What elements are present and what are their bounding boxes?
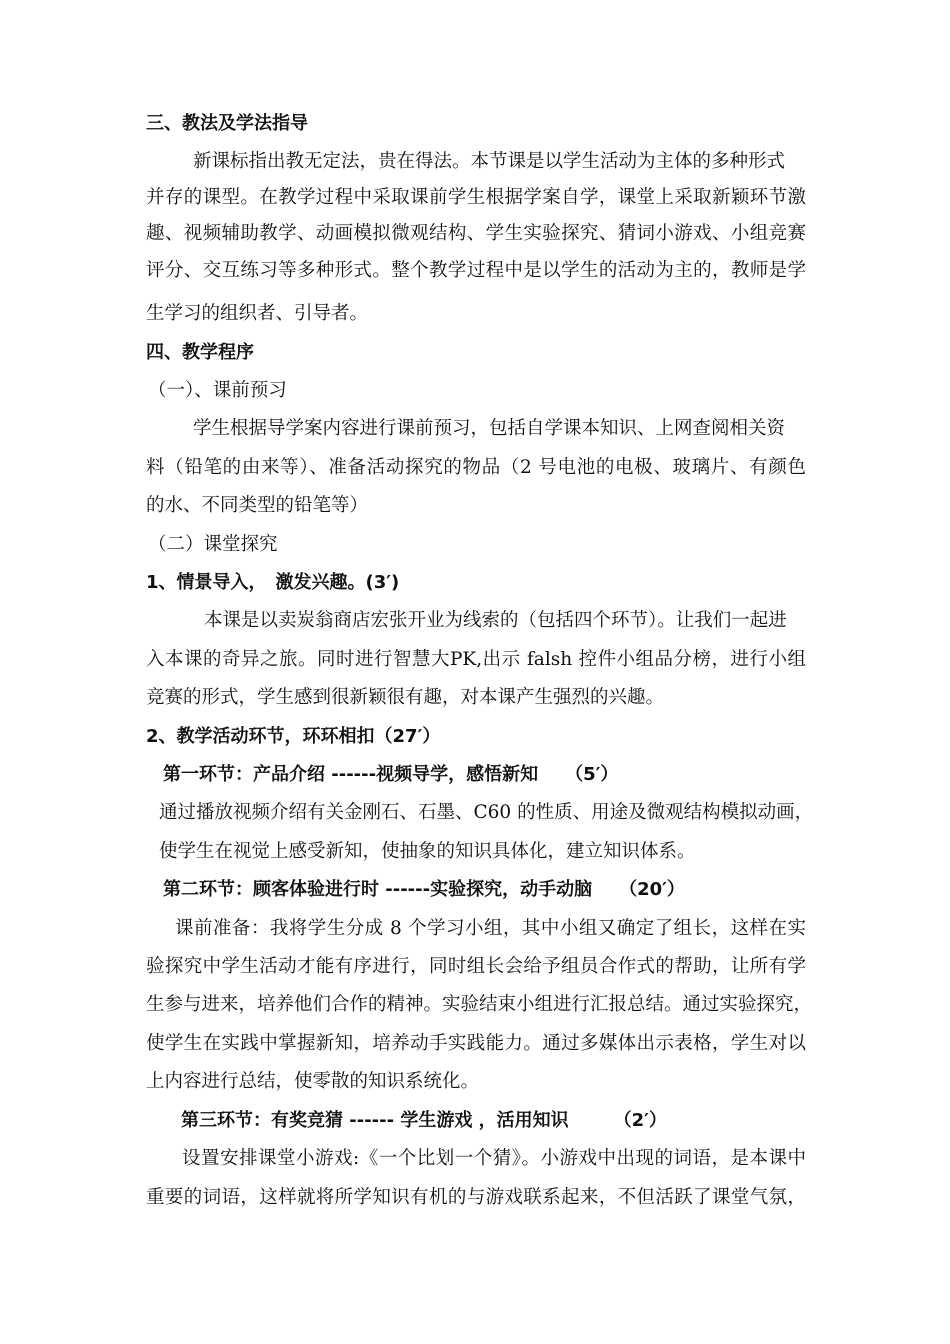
step-1-heading: 第一环节：产品介绍 ------视频导学，感悟新知 （5′） <box>163 764 619 785</box>
step1-para-line-2: 使学生在视觉上感受新知，使抽象的知识具体化，建立知识体系。 <box>159 841 696 862</box>
step2-para-line-4: 使学生在实践中掌握新知，培养动手实践能力。通过多媒体出示表格，学生对以 <box>146 1033 806 1054</box>
sub1-para-line-2: 料（铅笔的由来等）、准备活动探究的物品（2 号电池的电极、玻璃片、有颜色 <box>146 457 806 478</box>
sub1-para-line-3: 的水、不同类型的铅笔等） <box>146 495 369 516</box>
step-3-heading: 第三环节：有奖竞猜 ------ 学生游戏 ，活用知识 （2′） <box>181 1110 667 1131</box>
subsection-1-heading: （一）、课前预习 <box>148 380 287 401</box>
s3-para-line-3: 趣、视频辅助教学、动画模拟微观结构、学生实验探究、猜词小游戏、小组竞赛 <box>146 223 806 244</box>
s3-para-line-2: 并存的课型。在教学过程中采取课前学生根据学案自学，课堂上采取新颖环节激 <box>146 187 806 208</box>
s3-para-line-1: 新课标指出教无定法，贵在得法。本节课是以学生活动为主体的多种形式 <box>193 151 786 172</box>
step3-para-line-1: 设置安排课堂小游戏:《一个比划一个猜》。小游戏中出现的词语，是本课中 <box>182 1148 806 1169</box>
item1-para-line-3: 竞赛的形式，学生感到很新颖很有趣，对本课产生强烈的兴趣。 <box>146 687 665 708</box>
step1-para-line-1: 通过播放视频介绍有关金刚石、石墨、C60 的性质、用途及微观结构模拟动画， <box>159 802 814 823</box>
step3-para-line-2: 重要的词语，这样就将所学知识有机的与游戏联系起来，不但活跃了课堂气氛， <box>146 1187 806 1208</box>
section-3-heading: 三、教法及学法指导 <box>146 113 308 134</box>
item1-para-line-2: 入本课的奇异之旅。同时进行智慧大PK,出示 falsh 控件小组品分榜，进行小组 <box>146 649 806 670</box>
item-2-heading: 2、教学活动环节，环环相扣（27′） <box>146 726 441 747</box>
s3-para-line-4: 评分、交互练习等多种形式。整个教学过程中是以学生的活动为主的，教师是学 <box>146 260 806 281</box>
step2-para-line-5: 上内容进行总结，使零散的知识系统化。 <box>146 1071 480 1092</box>
step2-para-line-2: 验探究中学生活动才能有序进行，同时组长会给予组员合作式的帮助，让所有学 <box>146 956 806 977</box>
step2-para-line-1: 课前准备：我将学生分成 8 个学习小组，其中小组又确定了组长，这样在实 <box>175 918 806 939</box>
section-4-heading: 四、教学程序 <box>146 342 254 363</box>
step2-para-line-3: 生参与进来，培养他们合作的精神。实验结束小组进行汇报总结。通过实验探究， <box>146 994 813 1015</box>
item-1-heading: 1、情景导入， 激发兴趣。(3′) <box>146 572 400 593</box>
step-2-heading: 第二环节：顾客体验进行时 ------实验探究，动手动脑 （20′） <box>163 879 685 900</box>
item1-para-line-1: 本课是以卖炭翁商店宏张开业为线索的（包括四个环节）。让我们一起进 <box>204 610 787 631</box>
s3-para-line-5: 生学习的组织者、引导者。 <box>146 303 369 324</box>
subsection-2-heading: （二）课堂探究 <box>148 534 278 555</box>
sub1-para-line-1: 学生根据导学案内容进行课前预习，包括自学课本知识、上网查阅相关资 <box>193 418 786 439</box>
